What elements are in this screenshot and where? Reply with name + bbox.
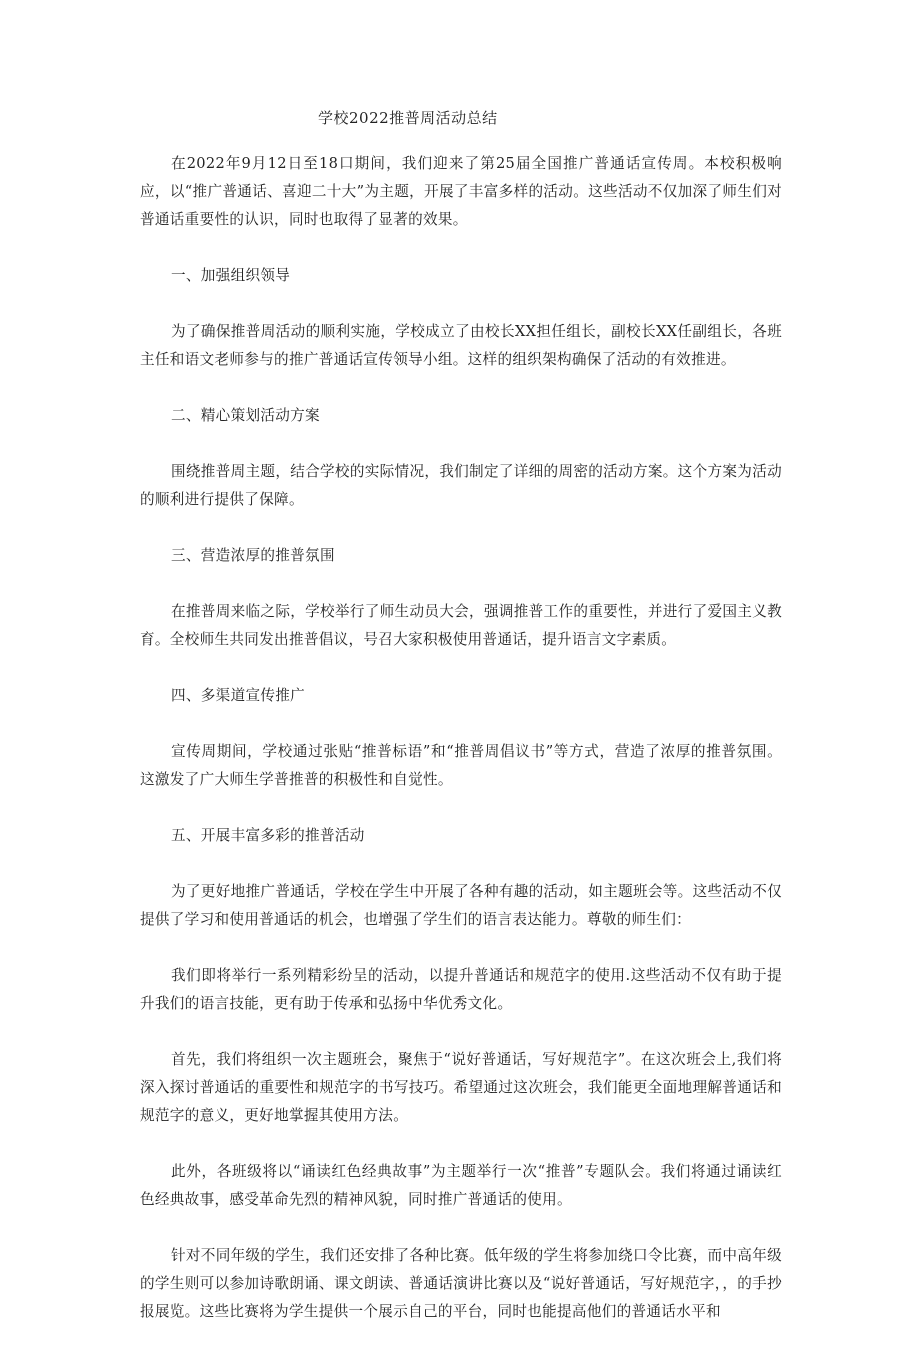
paragraph: 在推普周来临之际，学校举行了师生动员大会，强调推普工作的重要性，并进行了爱国主义教育。全校师生共同发出推普倡议，号召大家积极使用普通话，提升语言文字素质。 [140, 603, 782, 648]
paragraph: 宣传周期间，学校通过张贴“推普标语”和“推普周倡议书”等方式，营造了浓厚的推普氛围。这激发了广大师生学普推普的积极性和自觉性。 [140, 743, 782, 788]
section-heading: 一、加强组织领导 [171, 267, 291, 284]
paragraph: 围绕推普周主题，结合学校的实际情况，我们制定了详细的周密的活动方案。这个方案为活动的顺利进行提供了保障。 [140, 463, 782, 508]
paragraph: 针对不同年级的学生，我们还安排了各种比赛。低年级的学生将参加绕口令比赛，而中高年级的学生则可以参加诗歌朗诵、课文朗读、普通话演讲比赛以及“说好普通话，写好规范字，，的手抄报展览。这些比赛将为学生提供一个展示自己的平台，同时也能提高他们的普通话水平和 [140, 1247, 782, 1320]
paragraph: 在2022年9月12日至18口期间，我们迎来了第25届全国推广普通话宣传周。本校积极响应，以“推广普通话、喜迎二十大”为主题，开展了丰富多样的活动。这些活动不仅加深了师生们对普通话重要性的认识，同时也取得了显著的效果。 [140, 155, 782, 228]
section-heading: 四、多渠道宣传推广 [171, 687, 306, 704]
paragraph: 为了确保推普周活动的顺利实施，学校成立了由校长XX担任组长，副校长XX任副组长，各班主任和语文老师参与的推广普通话宣传领导小组。这样的组织架构确保了活动的有效推进。 [140, 323, 782, 368]
paragraph: 此外，各班级将以“诵读红色经典故事”为主题举行一次“推普”专题队会。我们将通过诵读红色经典故事，感受革命先烈的精神风貌，同时推广普通话的使用。 [140, 1163, 782, 1208]
paragraph: 我们即将举行一系列精彩纷呈的活动，以提升普通话和规范字的使用.这些活动不仅有助于提升我们的语言技能，更有助于传承和弘扬中华优秀文化。 [140, 967, 782, 1012]
document-body [140, 150, 782, 1354]
section-heading: 二、精心策划活动方案 [171, 407, 320, 424]
paragraph: 首先，我们将组织一次主题班会，聚焦于“说好普通话，写好规范字”。在这次班会上,我们将深入探讨普通话的重要性和规范字的书写技巧。希望通过这次班会，我们能更全面地理解普通话和规范字的意义，更好地掌握其使用方法。 [140, 1051, 782, 1124]
paragraph: 为了更好地推广普通话，学校在学生中开展了各种有趣的活动，如主题班会等。这些活动不仅提供了学习和使用普通话的机会，也增强了学生们的语言表达能力。尊敬的师生们： [140, 883, 782, 928]
document-title: 学校2022推普周活动总结 [318, 109, 498, 127]
section-heading: 五、开展丰富多彩的推普活动 [171, 827, 365, 844]
section-heading: 三、营造浓厚的推普氛围 [171, 547, 335, 564]
